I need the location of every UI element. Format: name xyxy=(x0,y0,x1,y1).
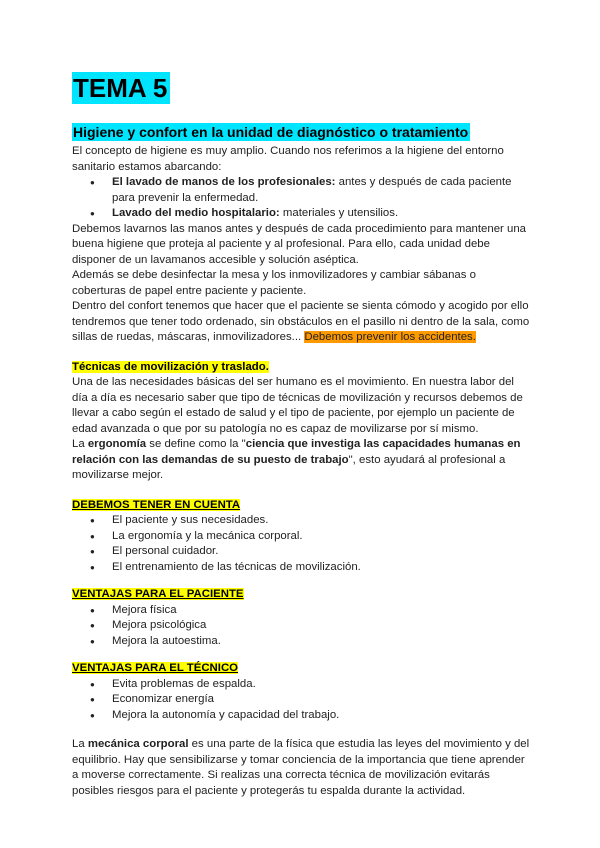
paragraph: Debemos lavarnos las manos antes y después de cada procedimiento para mantener una buena higiene que proteja al paciente y al profesional. Para ello, cada unidad debe disponer de un lavamanos accesible y solución aséptica. xyxy=(72,222,526,266)
paragraph: El concepto de higiene es muy amplio. Cuando nos referimos a la higiene del entorno sanitario estamos abarcando: xyxy=(72,145,504,173)
paragraph: La mecánica corporal es una parte de la física que estudia las leyes del movimiento y del equilibrio. Hay que sensibilizarse y tomar conciencia de la importancia que tiene aprender a moverse correctamente. Si realizas una correcta técnica de movilización evitarás posibles riesgos para el paciente y protegerás tu espalda durante la actividad. xyxy=(72,738,530,797)
list-item: ● El lavado de manos de los profesionales: antes y después de cada paciente para prevenir la enfermedad. xyxy=(112,175,532,206)
paragraph: Además se debe desinfectar la mesa y los inmovilizadores y cambiar sábanas o coberturas de papel entre paciente y paciente. xyxy=(72,269,476,297)
section-heading: VENTAJAS PARA EL TÉCNICO xyxy=(72,662,239,674)
bullet-list xyxy=(72,175,532,222)
paragraph: La ergonomía se define como la "ciencia que investiga las capacidades humanas en relación con las demandas de su puesto de trabajo", esto ayudará al profesional a movilizarse mejor. xyxy=(72,438,521,481)
list-item-bold: El lavado de manos de los profesionales: xyxy=(112,176,336,188)
list-item: ● Mejora la autoestima. xyxy=(112,634,532,650)
document-body xyxy=(72,144,532,799)
list-item: ● El entrenamiento de las técnicas de movilización. xyxy=(112,560,532,576)
list-item: ● Mejora la autonomía y capacidad del trabajo. xyxy=(112,708,532,724)
list-item: ● Economizar energía xyxy=(112,692,532,708)
list-item-bold: Lavado del medio hospitalario: xyxy=(112,207,280,219)
list-item: ● La ergonomía y la mecánica corporal. xyxy=(112,529,532,545)
page-title: TEMA 5 xyxy=(72,72,170,104)
section-heading-hygiene: Higiene y confort en la unidad de diagnóstico o tratamiento xyxy=(73,124,469,140)
list-item: ● Evita problemas de espalda. xyxy=(112,677,532,693)
section-heading: Técnicas de movilización y traslado. xyxy=(72,360,269,373)
section-heading: VENTAJAS PARA EL PACIENTE xyxy=(72,588,244,600)
list-item: ● Mejora física xyxy=(112,603,532,619)
list-item: ● Lavado del medio hospitalario: materiales y utensilios. xyxy=(112,206,532,222)
paragraph: Dentro del confort tenemos que hacer que el paciente se sienta cómodo y acogido por ello tendremos que tener todo ordenado, sin obstáculos en el pasillo ni dentro de la sala, como sillas de ruedas, máscaras, inmovilizadores... Debemos prevenir los accidentes. xyxy=(72,300,530,343)
highlighted-note: Debemos prevenir los accidentes. xyxy=(304,331,476,343)
bullet-list xyxy=(72,677,532,724)
list-item: ● El paciente y sus necesidades. xyxy=(112,513,532,529)
section-heading: DEBEMOS TENER EN CUENTA xyxy=(72,498,241,511)
paragraph: Una de las necesidades básicas del ser humano es el movimiento. En nuestra labor del día a día es necesario saber que tipo de técnicas de movilización y recursos debemos de llevar a cabo según el estado de salud y el tipo de paciente, por ejemplo un paciente de edad avanzada o que por su patología no es capaz de movilizarse por sí mismo. xyxy=(72,376,523,435)
bullet-list xyxy=(72,513,532,575)
list-item: ● El personal cuidador. xyxy=(112,544,532,560)
list-item: ● Mejora psicológica xyxy=(112,618,532,634)
bullet-list xyxy=(72,603,532,650)
